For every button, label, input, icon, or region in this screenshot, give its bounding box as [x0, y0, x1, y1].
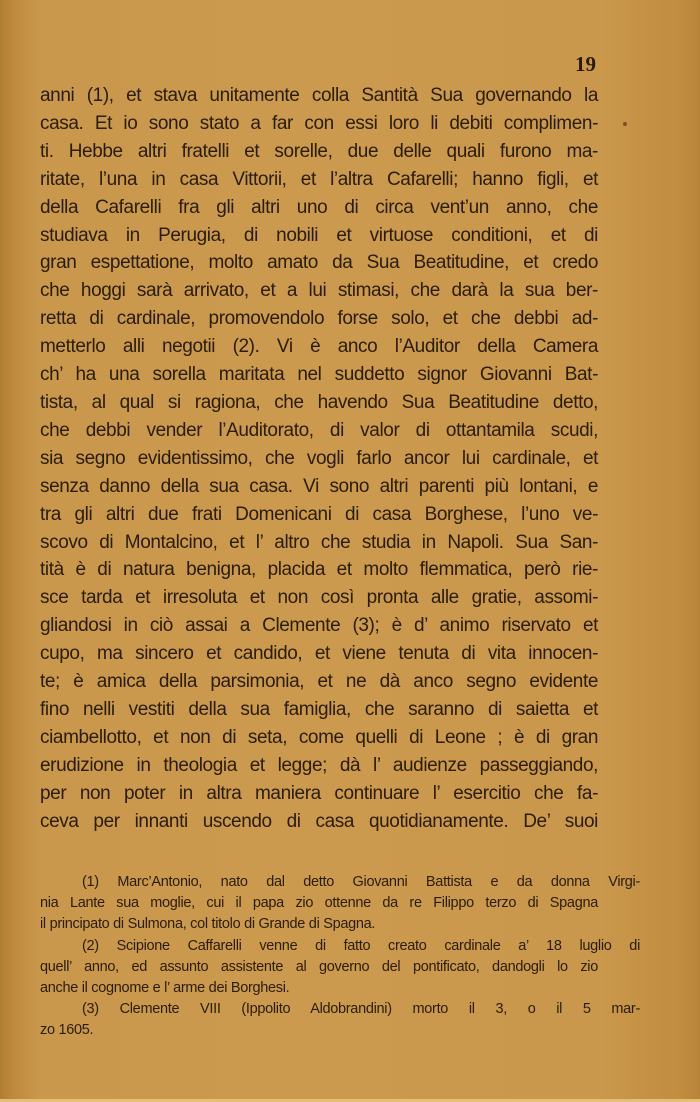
text-line: gliandosi in ciò assai a Clemente (3); è d’ animo riservato et — [40, 615, 598, 637]
text-line: metterlo alli negotii (2). Vi è anco l’Auditor della Camera — [40, 336, 598, 358]
text-line: retta di cardinale, promovendolo forse solo, et che debbi ad- — [40, 308, 598, 330]
text-line: casa. Et io sono stato a far con essi loro li debiti complimen- — [40, 112, 598, 134]
text-line: gran espettatione, molto amato da Sua Beatitudine, et credo — [40, 252, 598, 274]
margin-ink-spot — [623, 122, 627, 126]
text-line: erudizione in theologia et legge; dà l’ audienze passeggiando, — [40, 754, 598, 776]
text-line: studiava in Perugia, di nobili et virtuose conditioni, et di — [40, 224, 598, 246]
text-line: tità è di natura benigna, placida et molto flemmatica, però rie- — [40, 559, 598, 581]
text-line: ritate, l’una in casa Vittorii, et l’altra Cafarelli; hanno figli, et — [40, 168, 598, 190]
text-line: che hoggi sarà arrivato, et a lui stimasi, che darà la sua ber- — [40, 280, 598, 302]
footnote-line: zo 1605. — [40, 1022, 94, 1039]
text-line: ch’ ha una sorella maritata nel suddetto signor Giovanni Bat- — [40, 364, 598, 386]
footnote-line: anche il cognome e l’ arme dei Borghesi. — [40, 980, 290, 997]
footnote-3 — [40, 999, 640, 1041]
text-line: sia segno evidentissimo, che vogli farlo ancor lui cardinale, et — [40, 447, 598, 469]
text-line: fino nelli vestiti della sua famiglia, che saranno di saietta et — [40, 698, 598, 720]
footnote-line: quell’ anno, ed assunto assistente al governo del pontificato, dandogli lo zio — [40, 958, 598, 975]
footnote-2 — [40, 936, 640, 1000]
footnotes — [40, 872, 640, 1042]
text-line: senza danno della sua casa. Vi sono altri parenti più lontani, e — [40, 475, 598, 497]
text-line: ti. Hebbe altri fratelli et sorelle, due delle quali furono ma- — [40, 140, 598, 162]
text-line: tista, al qual si ragiona, che havendo Sua Beatitudine detto, — [40, 391, 598, 413]
text-line: che debbi vender l’Auditorato, di valor di ottantamila scudi, — [40, 419, 598, 441]
text-line: della Cafarelli fra gli altri uno di circa vent’un anno, che — [40, 196, 598, 218]
footnote-line: il principato di Sulmona, col titolo di Grande di Spagna. — [40, 916, 376, 933]
text-line: scovo di Montalcino, et l’ altro che studia in Napoli. Sua San- — [40, 531, 598, 553]
footnote-line: (1) Marc’Antonio, nato dal detto Giovanni Battista e da donna Virgi- — [82, 874, 640, 890]
text-line: cupo, ma sincero et candido, et viene tenuta di vita innocen- — [40, 643, 598, 665]
text-line: per non poter in altra maniera continuare l’ esercitio che fa- — [40, 782, 598, 804]
body-text — [40, 82, 598, 835]
footnote-1 — [40, 872, 640, 936]
text-line: sce tarda et irresoluta et non così pronta alle gratie, assomi- — [40, 587, 598, 609]
text-line: tra gli altri due frati Domenicani di casa Borghese, l’uno ve- — [40, 503, 598, 525]
text-line: ceva per innanti uscendo di casa quotidianamente. De’ suoi — [40, 810, 598, 832]
footnote-line: (3) Clemente VIII (Ippolito Aldobrandini) morto il 3, o il 5 mar- — [82, 1001, 640, 1018]
text-line: ciambellotto, et non di seta, come quelli di Leone ; è di gran — [40, 726, 598, 748]
page-number: 19 — [575, 52, 596, 76]
footnote-line: nia Lante sua moglie, cui il papa zio ottenne da re Filippo terzo di Spagna — [40, 895, 598, 912]
footnote-line: (2) Scipione Caffarelli venne di fatto creato cardinale a’ 18 luglio di — [82, 937, 640, 954]
text-line: anni (1), et stava unitamente colla Santità Sua governando la — [40, 85, 598, 106]
text-line: te; è amica della parsimonia, et ne dà anco segno evidente — [40, 671, 598, 693]
